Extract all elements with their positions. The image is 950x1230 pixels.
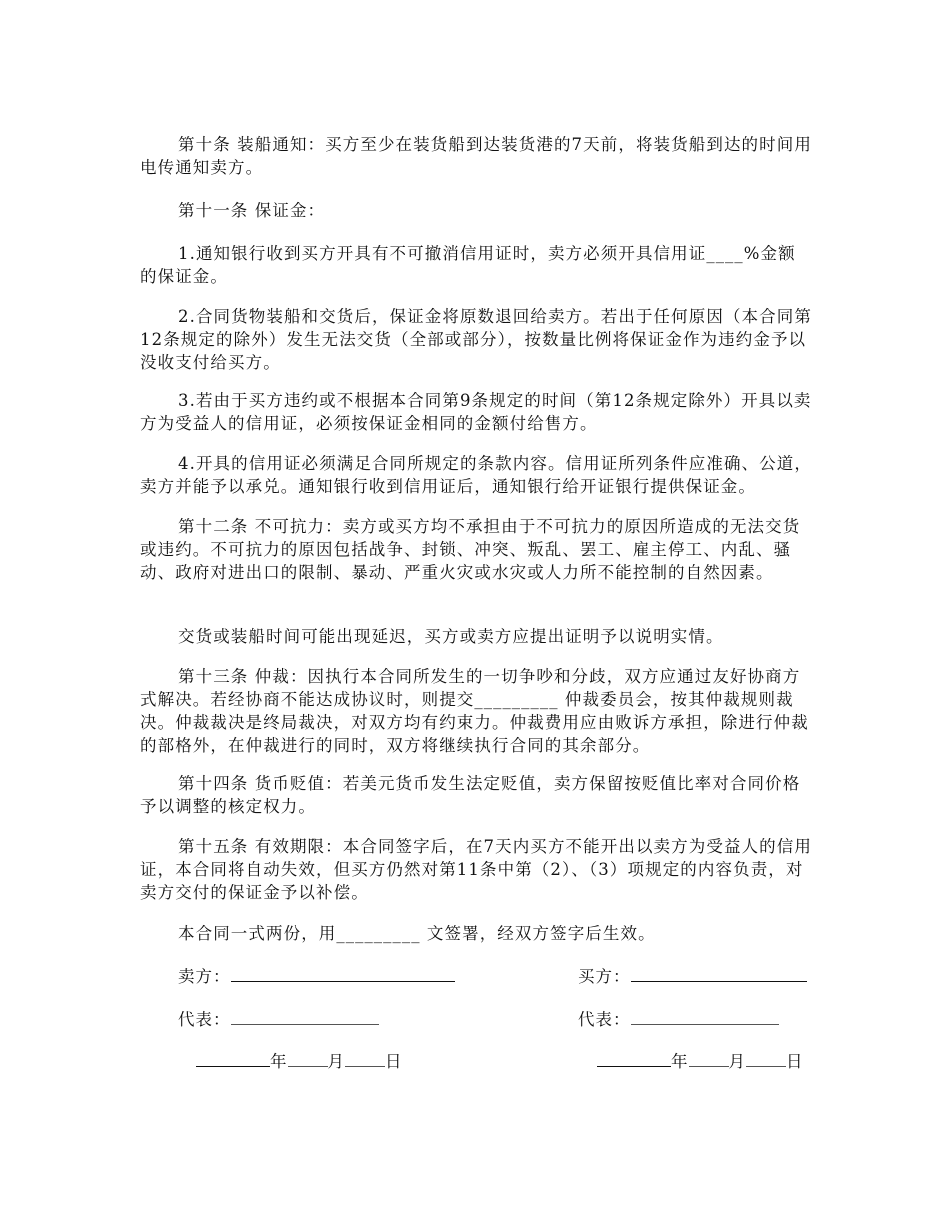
seller-label: 卖方： bbox=[178, 967, 231, 986]
clause-15-validity: 第十五条 有效期限：本合同签字后，在7天内买方不能开出以卖方为受益人的信用证，本合同将自动失效，但买方仍然对第11条中第（2）、（3）项规定的内容负责，对卖方交付的保证金予以补偿。 bbox=[140, 837, 812, 902]
buyer-day-label: 日 bbox=[786, 1052, 804, 1071]
clause-11-heading: 第十一条 保证金： bbox=[178, 201, 326, 220]
buyer-signature-line bbox=[578, 965, 807, 988]
seller-day-label: 日 bbox=[385, 1052, 403, 1071]
clause-14-currency: 第十四条 货币贬值：若美元货币发生法定贬值，卖方保留按贬值比率对合同价格予以调整的核定权力。 bbox=[140, 774, 801, 816]
clause-11-item-3: 3.若由于买方违约或不根据本合同第9条规定的时间（第12条规定除外）开具以卖方为受益人的信用证，必须按保证金相同的金额付给售方。 bbox=[140, 391, 812, 433]
copies-clause: 本合同一式两份，用_________ 文签署，经双方签字后生效。 bbox=[178, 924, 656, 943]
buyer-rep-line bbox=[578, 1008, 779, 1031]
clause-12-force-majeure: 第十二条 不可抗力：卖方或买方均不承担由于不可抗力的原因所造成的无法交货或违约。不可抗力的原因包括战争、封锁、冲突、叛乱、罢工、雇主停工、内乱、骚动、政府对进出口的限制、暴动、严重火灾或水灾或人力所不能控制的自然因素。 bbox=[140, 517, 801, 582]
seller-rep-blank bbox=[231, 1008, 379, 1025]
clause-13-arbitration: 第十三条 仲裁：因执行本合同所发生的一切争吵和分歧，双方应通过友好协商方式解决。若经协商不能达成协议时，则提交_________ 仲裁委员会，按其仲裁规则裁决。仲裁裁决是终局裁决，对双方均有约束力。仲裁费用应由败诉方承担，除进行仲裁的部格外，在仲裁进行的同时，双方将继续执行合同的其余部分。 bbox=[140, 667, 809, 755]
buyer-blank bbox=[631, 965, 807, 982]
clause-12-delay-note: 交货或装船时间可能出现延迟，买方或卖方应提出证明予以说明实情。 bbox=[178, 627, 724, 646]
buyer-day-blank bbox=[746, 1050, 786, 1067]
seller-date-line bbox=[196, 1050, 403, 1073]
seller-month-blank bbox=[288, 1050, 328, 1067]
seller-month-label: 月 bbox=[327, 1052, 345, 1071]
buyer-year-label: 年 bbox=[671, 1052, 689, 1071]
seller-signature-line bbox=[178, 965, 455, 988]
buyer-month-blank bbox=[689, 1050, 729, 1067]
seller-day-blank bbox=[345, 1050, 385, 1067]
clause-11-item-4: 4.开具的信用证必须满足合同所规定的条款内容。信用证所列条件应准确、公道，卖方并能予以承兑。通知银行收到信用证后，通知银行给开证银行提供保证金。 bbox=[140, 454, 812, 496]
seller-rep-label: 代表： bbox=[178, 1010, 231, 1029]
clause-11-item-2: 2.合同货物装船和交货后，保证金将原数退回给卖方。若出于任何原因（本合同第12条规定的除外）发生无法交货（全部或部分），按数量比例将保证金作为违约金予以没收支付给买方。 bbox=[140, 307, 812, 372]
buyer-rep-label: 代表： bbox=[578, 1010, 631, 1029]
seller-rep-line bbox=[178, 1008, 379, 1031]
buyer-date-line bbox=[597, 1050, 804, 1073]
buyer-year-blank bbox=[597, 1050, 671, 1067]
buyer-rep-blank bbox=[631, 1008, 779, 1025]
seller-blank bbox=[231, 965, 455, 982]
buyer-label: 买方： bbox=[578, 967, 631, 986]
clause-10-shipping-notice: 第十条 装船通知：买方至少在装货船到达装货港的7天前，将装货船到达的时间用电传通知卖方。 bbox=[140, 135, 812, 177]
buyer-month-label: 月 bbox=[728, 1052, 746, 1071]
seller-year-blank bbox=[196, 1050, 270, 1067]
clause-11-item-1: 1.通知银行收到买方开具有不可撤消信用证时，卖方必须开具信用证____%金额的保证金。 bbox=[140, 244, 796, 286]
seller-year-label: 年 bbox=[270, 1052, 288, 1071]
